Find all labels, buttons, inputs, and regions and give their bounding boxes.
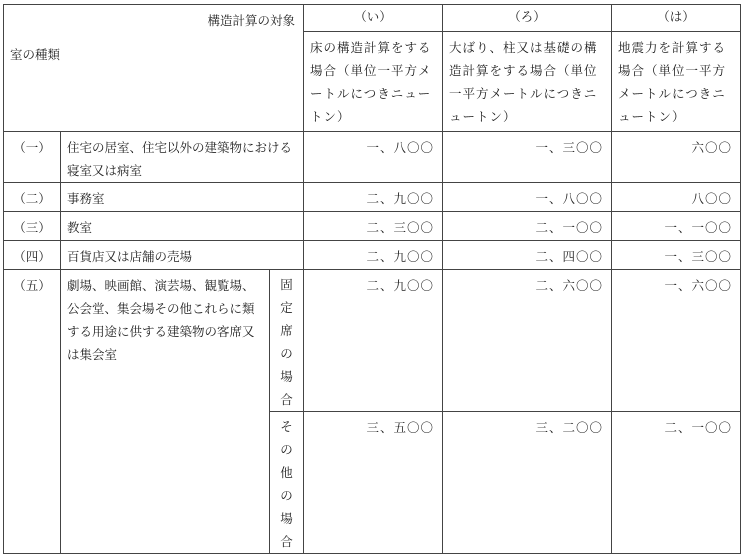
value-beam: 一、三〇〇	[443, 132, 612, 183]
table-row	[4, 132, 741, 183]
column-desc-beam-column: 大ばり、柱又は基礎の構造計算をする場合（単位一平方メートルにつきニュートン）	[443, 32, 612, 132]
value-seismic: 一、六〇〇	[612, 270, 741, 412]
structural-calc-object-label: 構造計算の対象	[207, 13, 296, 28]
column-desc-seismic: 地震力を計算する場合（単位一平方メートルにつきニュートン）	[612, 32, 741, 132]
value-beam: 二、六〇〇	[443, 270, 612, 412]
row-index: （三）	[4, 212, 61, 241]
row-index: （四）	[4, 241, 61, 270]
column-desc-floor: 床の構造計算をする場合（単位一平方メートルにつきニュートン）	[304, 32, 443, 132]
subrow-label-fixed-seats	[270, 270, 304, 412]
room-name: 百貨店又は店舗の売場	[61, 241, 304, 270]
value-floor: 一、八〇〇	[304, 132, 443, 183]
value-beam: 二、一〇〇	[443, 212, 612, 241]
room-name: 事務室	[61, 183, 304, 212]
live-load-table	[3, 4, 741, 554]
value-beam: 一、八〇〇	[443, 183, 612, 212]
value-floor: 二、三〇〇	[304, 212, 443, 241]
value-seismic: 八〇〇	[612, 183, 741, 212]
value-floor: 二、九〇〇	[304, 270, 443, 412]
value-floor: 二、九〇〇	[304, 241, 443, 270]
header-corner-cell	[4, 5, 304, 132]
table-row	[4, 212, 741, 241]
room-name: 教室	[61, 212, 304, 241]
subrow-label-text: 固 定 席 の 場 合	[280, 277, 293, 407]
column-mark-i: （い）	[304, 5, 443, 32]
header-row-marks	[4, 5, 741, 32]
value-seismic: 二、一〇〇	[612, 412, 741, 554]
room-name: 劇場、映画館、演芸場、観覧場、公会堂、集会場その他これらに類する用途に供する建築物の客席又は集会室	[61, 270, 270, 554]
table-row	[4, 183, 741, 212]
subrow-label-text: そ の 他 の 場 合	[280, 419, 293, 549]
column-mark-ro: （ろ）	[443, 5, 612, 32]
value-seismic: 六〇〇	[612, 132, 741, 183]
row-index: （一）	[4, 132, 61, 183]
column-mark-ha: （は）	[612, 5, 741, 32]
value-beam: 二、四〇〇	[443, 241, 612, 270]
value-seismic: 一、一〇〇	[612, 212, 741, 241]
table-row	[4, 270, 741, 412]
value-seismic: 一、三〇〇	[612, 241, 741, 270]
value-beam: 三、二〇〇	[443, 412, 612, 554]
value-floor: 三、五〇〇	[304, 412, 443, 554]
table-row	[4, 241, 741, 270]
room-name: 住宅の居室、住宅以外の建築物における寝室又は病室	[61, 132, 304, 183]
room-type-label: 室の種類	[10, 47, 61, 62]
subrow-label-other	[270, 412, 304, 554]
row-index: （五）	[4, 270, 61, 554]
row-index: （二）	[4, 183, 61, 212]
value-floor: 二、九〇〇	[304, 183, 443, 212]
